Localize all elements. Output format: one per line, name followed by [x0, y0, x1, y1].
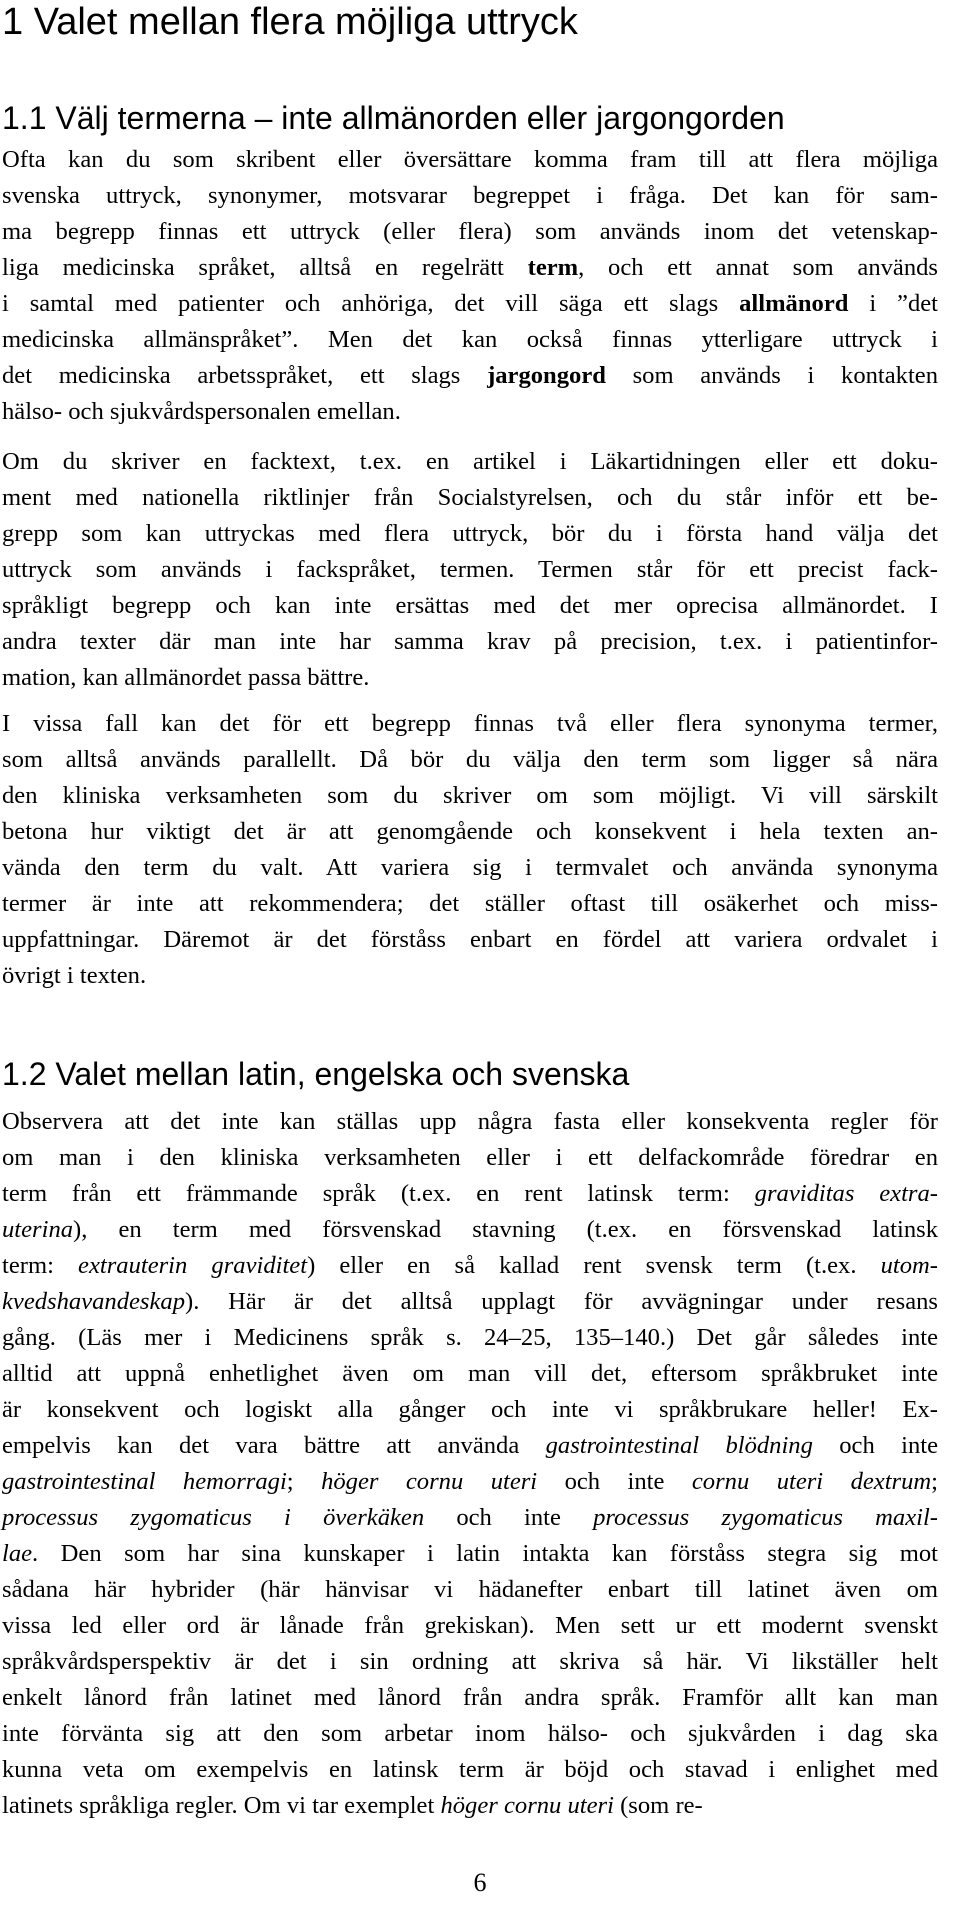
text-run: ) eller en så kallad rent svensk term (t.ex.	[307, 1252, 881, 1279]
text-run: det medicinska arbetsspråket, ett slags	[2, 362, 488, 389]
paragraph-synonyms	[2, 706, 938, 994]
text-line: Observera att det inte kan ställas upp några fasta eller konsekventa regler för	[2, 1108, 938, 1135]
text-line: alltid att uppnå enhetlighet även om man vill det, eftersom språkbruket inte	[2, 1360, 938, 1387]
text-line: uttryck som används i fackspråket, termen. Termen står för ett precist fack-	[2, 556, 938, 583]
italic-term: höger cornu uteri	[440, 1792, 614, 1819]
text-line: gång. (Läs mer i Medicinens språk s. 24–25, 135–140.) Det går således inte	[2, 1324, 938, 1351]
text-line: termer är inte att rekommendera; det ställer oftast till osäkerhet och miss-	[2, 890, 938, 917]
text-line: medicinska allmänspråket”. Men det kan också finnas ytterligare uttryck i	[2, 326, 938, 353]
text-line	[2, 1284, 938, 1320]
text-run: empelvis kan det vara bättre att använda	[2, 1432, 546, 1459]
paragraph-terms	[2, 142, 938, 430]
text-line: inte förvänta sig att den som arbetar inom hälso- och sjukvården i dag ska	[2, 1720, 938, 1747]
text-line: som alltså används parallellt. Då bör du välja den term som ligger så nära	[2, 746, 938, 773]
text-run: och inte	[812, 1432, 938, 1459]
text-run: term från ett främmande språk (t.ex. en rent latinsk term:	[2, 1180, 755, 1207]
section-heading-1-1: 1.1 Välj termerna – inte allmänorden eller jargongorden	[2, 100, 785, 136]
text-run: ;	[286, 1468, 322, 1495]
text-line: andra texter där man inte har samma krav på precision, t.ex. i patientinfor-	[2, 628, 938, 655]
text-run: liga medicinska språket, alltså en regelrätt	[2, 254, 528, 281]
text-line: om man i den kliniska verksamheten eller i ett delfackområde föredrar en	[2, 1144, 938, 1171]
text-line: ment med nationella riktlinjer från Socialstyrelsen, och du står inför ett be-	[2, 484, 938, 511]
text-line: Om du skriver en facktext, t.ex. en artikel i Läkartidningen eller ett doku-	[2, 448, 938, 475]
text-line: hälso- och sjukvårdspersonalen emellan.	[2, 398, 401, 425]
text-line: enkelt lånord från latinet med lånord från andra språk. Framför allt kan man	[2, 1684, 938, 1711]
text-line: vissa led eller ord är lånade från grekiskan). Men sett ur ett modernt svenskt	[2, 1612, 938, 1639]
italic-term: höger cornu uteri	[321, 1468, 538, 1495]
text-line	[2, 1248, 938, 1284]
text-run: i samtal med patienter och anhöriga, det vill säga ett slags	[2, 290, 740, 317]
paragraph-latin	[2, 1104, 938, 1824]
bold-allmanord: allmänord	[739, 290, 849, 317]
text-line: ma begrepp finnas ett uttryck (eller flera) som används inom det vetenskap-	[2, 218, 938, 245]
text-line	[2, 358, 938, 394]
text-line	[2, 1428, 938, 1464]
text-run: ), en term med försvenskad stavning (t.ex. en försvenskad latinsk	[73, 1216, 938, 1243]
text-line: språkvårdsperspektiv är det i sin ordning att skriva så här. Vi likställer helt	[2, 1648, 938, 1675]
bold-term: term	[527, 254, 579, 281]
italic-term: uterina	[2, 1216, 74, 1243]
text-line	[2, 250, 938, 286]
text-run: som används i kontakten	[605, 362, 939, 389]
text-line: Ofta kan du som skribent eller översättare komma fram till att flera möjliga	[2, 146, 938, 173]
italic-term: gastrointestinal blödning	[545, 1432, 813, 1459]
italic-term: graviditas extra-	[754, 1180, 938, 1207]
italic-term: utom-	[880, 1252, 938, 1279]
text-line	[2, 1464, 938, 1500]
text-line	[2, 286, 938, 322]
text-line: uppfattningar. Däremot är det förståss enbart en fördel att variera ordvalet i	[2, 926, 938, 953]
bold-jargongord: jargongord	[487, 362, 606, 389]
text-run: ;	[931, 1468, 939, 1495]
text-run: , och ett annat som används	[578, 254, 938, 281]
text-run: . Den som har sina kunskaper i latin intakta kan förståss stegra sig mot	[32, 1540, 938, 1567]
text-line: kunna veta om exempelvis en latinsk term är böjd och stavad i enlighet med	[2, 1756, 938, 1783]
text-line: språkligt begrepp och kan inte ersättas med det mer oprecisa allmänordet. I	[2, 592, 938, 619]
italic-term: processus zygomaticus maxil-	[593, 1504, 938, 1531]
text-line: grepp som kan uttryckas med flera uttryck, bör du i första hand välja det	[2, 520, 938, 547]
italic-term: extrauterin graviditet	[78, 1252, 308, 1279]
text-run: och inte	[537, 1468, 692, 1495]
text-line: mation, kan allmänordet passa bättre.	[2, 664, 370, 691]
text-line: är konsekvent och logiskt alla gånger och inte vi språkbrukare heller! Ex-	[2, 1396, 938, 1423]
text-line	[2, 1176, 938, 1212]
page-number: 6	[473, 1868, 487, 1897]
text-line	[2, 1536, 938, 1572]
text-line: den kliniska verksamheten som du skriver om som möjligt. Vi vill särskilt	[2, 782, 938, 809]
text-line	[2, 1212, 938, 1248]
chapter-heading: 1 Valet mellan flera möjliga uttryck	[2, 1, 578, 43]
section-heading-1-2: 1.2 Valet mellan latin, engelska och svenska	[2, 1056, 630, 1092]
text-line	[2, 1500, 938, 1536]
text-line	[2, 1788, 938, 1824]
text-run: (som re-	[613, 1792, 703, 1819]
text-line: övrigt i texten.	[2, 962, 147, 989]
italic-term: gastrointestinal hemorragi	[2, 1468, 287, 1495]
text-run: latinets språkliga regler. Om vi tar exemplet	[2, 1792, 441, 1819]
text-line: svenska uttryck, synonymer, motsvarar begreppet i fråga. Det kan för sam-	[2, 182, 938, 209]
paragraph-facktext	[2, 444, 938, 696]
italic-term: lae	[2, 1540, 33, 1567]
text-line: I vissa fall kan det för ett begrepp finnas två eller flera synonyma termer,	[2, 710, 938, 737]
text-line: betona hur viktigt det är att genomgående och konsekvent i hela texten an-	[2, 818, 938, 845]
italic-term: cornu uteri dextrum	[691, 1468, 932, 1495]
italic-term: kvedshavandeskap	[2, 1288, 186, 1315]
text-run: term:	[2, 1252, 79, 1279]
text-line: sådana här hybrider (här hänvisar vi hädanefter enbart till latinet även om	[2, 1576, 938, 1603]
italic-term: processus zygomaticus i överkäken	[2, 1504, 425, 1531]
text-run: ). Här är det alltså upplagt för avvägningar under resans	[185, 1288, 938, 1315]
text-run: i ”det	[848, 290, 938, 317]
text-line: vända den term du valt. Att variera sig i termvalet och använda synonyma	[2, 854, 938, 881]
text-run: och inte	[424, 1504, 594, 1531]
